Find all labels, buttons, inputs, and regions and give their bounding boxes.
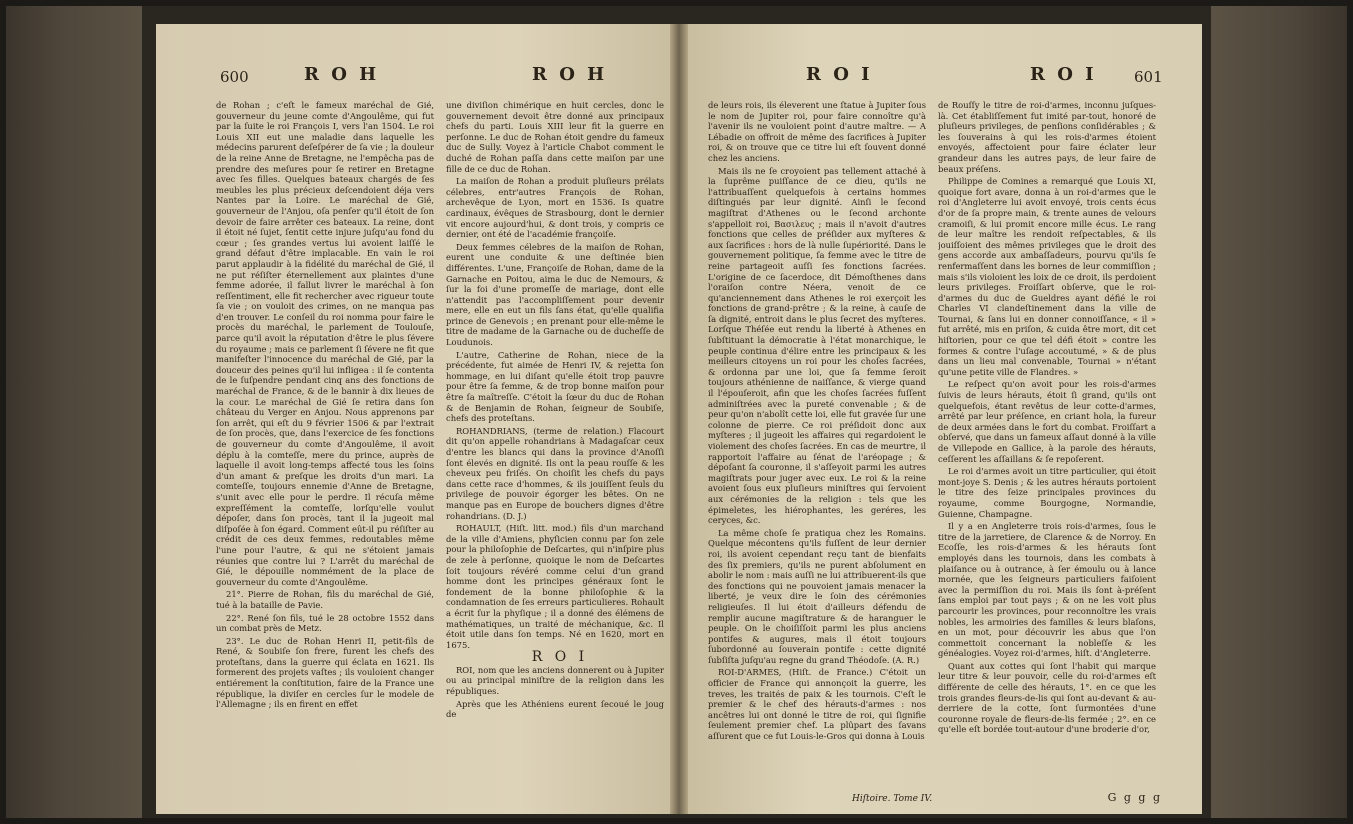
paragraph: de leurs rois, ils éleverent une ſtatue à Jupiter ſous le nom de Jupiter roi, pour faire connoître qu'à l'avenir ils ne vouloient point d'autre maître. — A Lébadie on offroit de même des ſacrifices à Jupiter roi, & on trouve que ce titre lui eſt ſouvent donné chez les anciens. [708,100,926,163]
paragraph: ROHAULT, (Hiſt. litt. mod.) fils d'un marchand de la ville d'Amiens, phyſicien connu par ſon zele pour la philoſophie de Deſcartes, qui n'inſpire plus de zele à perſonne, quoique le nom de Deſcartes ſoit toujours révéré comme celui d'un grand homme dont les principes généraux ſont le fondement de la bonne philoſophie & la condamnation de ſes erreurs particulieres. Rohault a écrit ſur la phyſique ; il a donné des élémens de mathématiques, un traité de méchanique, &c. Il étoit utile dans ſon temps. Né en 1620, mort en 1675. [446,523,664,650]
paragraph: Mais ils ne ſe croyoient pas tellement attaché à la ſuprême puiſſance de ce dieu, qu'ils ne l'attribuaſſent quelquefois à certains hommes diſtingués par leur dignité. Ainſi le ſecond magiſtrat d'Athenes ou le ſecond archonte s'appelloit roi, Βασιλευς ; mais il n'avoit d'autres fonctions que celles de préſider aux myſteres & aux ſacrifices : hors de là nulle ſupériorité. Dans le gouvernement politique, ſa femme avec le titre de reine partageoit auſſi ſes fonctions ſacrées. L'origine de ce ſacerdoce, dit Démoſthenes dans l'oraiſon contre Néera, venoit de ce qu'anciennement dans Athenes le roi exerçoit les fonctions de grand-prêtre ; & la reine, à cauſe de ſa dignité, entroit dans le plus ſecret des myſteres. Lorſque Théſée eut rendu la liberté à Athenes en ſubſtituant la démocratie à l'état monarchique, le peuple continua d'élire entre les principaux & les meilleurs citoyens un roi pour les choſes ſacrées, & ordonna par une loi, que ſa femme ſeroit toujours athénienne de naiſſance, & vierge quand il l'épouſeroit, afin que les choſes ſacrées fuſſent adminiſtrées avec la pureté convenable ; & de peur qu'on n'abolît cette loi, elle fut gravée ſur une colonne de pierre. Ce roi préſidoit donc aux myſteres ; il jugeoit les affaires qui regardoient le violement des choſes ſacrées. En cas de meurtre, il rapportoit l'affaire au ſénat de l'aréopage ; & dépoſant ſa couronne, il s'aſſeyoit parmi les autres magiſtrats pour juger avec eux. Le roi & la reine avoient ſous eux pluſieurs miniſtres qui ſervoient aux cérémonies de la religion : tels que les épimeletes, les hiérophantes, les geréres, les ceryces, &c. [708,165,926,526]
paragraph: Deux femmes célebres de la maiſon de Rohan, eurent une conduite & une deſtinée bien différentes. L'une, Françoiſe de Rohan, dame de la Garnache en Poitou, aima le duc de Nemours, & ſur la foi d'une promeſſe de mariage, dont elle n'attendit pas l'accompliſſement pour devenir mere, elle en eut un fils ſans état, qu'elle qualifia prince de Genevois ; en prenant pour elle-même le titre de madame de la Garnache ou de ducheſſe de Loudunois. [446,241,664,348]
paragraph: 21°. Pierre de Rohan, fils du maréchal de Gié, tué à la bataille de Pavie. [216,589,434,610]
left-page-column-1 [216,100,434,712]
left-page-number: 600 [220,68,249,86]
left-running-head-right: R O H [532,64,608,85]
right-running-head: R O I [1030,64,1097,85]
paragraph: ROI-D'ARMES, (Hiſt. de France.) C'étoit un officier de France qui annonçoit la guerre, les treves, les traités de paix & les tournois. C'eſt le premier & le chef des hérauts-d'armes : nos ancêtres lui ont donné le titre de roi, qui ſignifie ſeulement premier chef. La plûpart des ſavans aſſurent que ce fut Louis-le-Gros qui donna à Louis [708,667,926,742]
paragraph: une diviſion chimérique en huit cercles, donc le gouvernement devoit être donné aux principaux chefs du parti. Louis XIII leur fit la guerre en perſonne. Le duc de Rohan étoit gendre du fameux duc de Sully. Voyez à l'article Chabot comment le duché de Rohan paſſa dans cette maiſon par une fille de ce duc de Rohan. [446,100,664,174]
paragraph: Il y a en Angleterre trois rois-d'armes, ſous le titre de la jarretiere, de Clarence & de Norroy. En Ecoſſe, les rois-d'armes & les hérauts ſont employés dans les tournois, dans les combats à plaiſance ou à outrance, à ſer émoulu ou à lance mornée, que les ſeigneurs particuliers faiſoient avec la permiſſion du roi. Mais ils ſont à-préſent ſans emploi par tout pays ; & on ne les voit plus parcourir les provinces, pour reconnoître les vrais nobles, les armoiries des familles & leurs blaſons, en un mot, pour découvrir les abus que l'on commettoit concernant la nobleſſe & les généalogies. Voyez roi-d'armes, hiſt. d'Angleterre. [938,521,1156,659]
paragraph: Le roi d'armes avoit un titre particulier, qui étoit mont-joye S. Denis ; & les autres hérauts portoient le titre des ſeize principales provinces du royaume, comme Bourgogne, Normandie, Guienne, Champagne. [938,466,1156,519]
right-page-header [682,64,1202,90]
paragraph: Le reſpect qu'on avoit pour les rois-d'armes ſuivis de leurs hérauts, étoit ſi grand, qu'ils ont quelquefois, étant revêtus de leur cotte-d'armes, arrêté par leur préſence, en criant hola, la fureur de deux armées dans le fort du combat. Froiſſart a obſervé, que dans un fameux aſſaut donné à la ville de Villepode en Gallice, à la parole des hérauts, ceſſerent les aſſaillans & ſe repoſerent. [938,379,1156,464]
section-heading: R O I [531,649,589,666]
paragraph: ROHANDRIANS, (terme de relation.) Flacourt dit qu'on appelle rohandrians à Madagaſcar ceux d'entre les blancs qui dans la province d'Anoſſi ſont élevés en dignité. Ils ont la peau rouſſe & les cheveux peu friſés. On choiſit les chefs du pays dans cette race d'hommes, & ils jouiſſent ſeuls du privilege de pouvoir égorger les bêtes. On ne manque pas en Europe de bouchers dignes d'être rohandrians. (D. J.) [446,425,664,521]
left-running-head: R O H [304,64,380,85]
paragraph: de Rouſſy le titre de roi-d'armes, inconnu juſques-là. Cet établiſſement fut imité par-tout, honoré de pluſieurs privileges, de penſions conſidérables ; & les ſouverains à qui les rois-d'armes étoient envoyés, affectoient pour faire éclater leur grandeur dans les autres pays, de leur faire de beaux préſens. [938,100,1156,174]
left-page-column-2 [446,100,664,722]
paragraph: Quant aux cottes qui ſont l'habit qui marque leur titre & leur pouvoir, celle du roi-d'armes eſt différente de celle des hérauts, 1°. en ce que les trois grandes fleurs-de-lis qui ſont au-devant & au-derriere de la cotte, ſont ſurmontées d'une couronne royale de fleurs-de-lis fermée ; 2°. en ce qu'elle eſt bordée tout-autour d'une broderie d'or, [938,660,1156,735]
book-spread [6,6,1347,818]
page-footer: Hiſtoire. Tome IV. [852,794,933,804]
paragraph: L'autre, Catherine de Rohan, niece de la précédente, fut aimée de Henri IV, & rejetta ſon hommage, en lui diſant qu'elle étoit trop pauvre pour être ſa femme, & de trop bonne maiſon pour être ſa maîtreſſe. C'étoit la ſœur du duc de Rohan & de Benjamin de Rohan, ſeigneur de Soubiſe, chefs des proteſtans. [446,349,664,424]
right-page-number: 601 [1134,68,1163,86]
paragraph: Après que les Athéniens eurent ſecoué le joug de [446,698,664,720]
book-gutter [670,24,688,814]
signature-mark: G g g g [1107,791,1162,804]
right-page-column-2 [938,100,1156,737]
paragraph: La même choſe ſe pratiqua chez les Romains. Quelque mécontens qu'ils fuſſent de leur dernier roi, ils avoient cependant reçu tant de bienfaits des ſix premiers, qu'ils ne purent abſolument en abolir le nom : mais auſſi ne lui attribuerent-ils que des fonctions qui ne pouvoient jamais menacer la liberté, je veux dire le ſoin des cérémonies religieuſes. Il lui étoit d'ailleurs défendu de remplir aucune magiſtrature & de haranguer le peuple. On le choiſiſſoit parmi les plus anciens pontifes & augures, mais il étoit toujours ſubordonné au ſouverain pontife : cette dignité ſubſiſta juſqu'au regne du grand Théodoſe. (A. R.) [708,527,926,665]
left-page [156,24,676,814]
left-book-edge [6,6,142,818]
paragraph: ROI, nom que les anciens donnerent ou à Jupiter ou au principal miniſtre de la religion dans les républiques. [446,664,664,697]
paragraph: Philippe de Comines a remarqué que Louis XI, quoique fort avare, donna à un roi-d'armes que le roi d'Angleterre lui avoit envoyé, trois cents écus d'or de ſa propre main, & trente aunes de velours cramoiſi, & lui promit encore mille écus. Le rang de leur maître les rendoit reſpectables, & ils jouiſſoient des mêmes privileges que le droit des gens accorde aux ambaſſadeurs, pourvu qu'ils ſe renfermaſſent dans les bornes de leur commiſſion ; mais s'ils violoient les loix de ce droit, ils perdoient leurs privileges. Froiſſart obſerve, que le roi-d'armes du duc de Gueldres ayant défié le roi Charles VI clandeſtinement dans la ville de Tournai, & ſans lui en donner connoiſſance, « il » fut arrêté, mis en priſon, & cuida être mort, dit cet hiſtorien, pour ce que tel défi étoit » contre les formes & contre l'uſage accoutumé, » & de plus dans un lieu mal convenable, Tournai » n'étant qu'une petite ville de Flandres. » [938,176,1156,377]
paragraph: de Rohan ; c'eſt le fameux maréchal de Gié, gouverneur du jeune comte d'Angoulême, qui fut par la ſuite le roi François I, vers l'an 1504. Le roi Louis XII eut une maladie dans laquelle les médecins parurent deſeſpérer de ſa vie ; la douleur de la reine Anne de Bretagne, ne l'empêcha pas de prendre des meſures pour ſe retirer en Bretagne avec ſes filles. Quelques bateaux chargés de ſes meubles les plus précieux deſcendoient déja vers Nantes par la Loire. Le maréchal de Gié, gouverneur de l'Anjou, oſa penſer qu'il étoit de ſon devoir de faire arrêter ces bateaux. La reine, dont il étoit né ſujet, ſentit cette injure juſqu'au fond du cœur ; ſes grandes vertus lui avoient laiſſé le grand défaut d'être implacable. En vain le roi parut applaudir à la fidélité du maréchal de Gié, il ne put réſiſter éternellement aux plaintes d'une femme adorée, il fallut livrer le maréchal à ſon reſſentiment, elle fit rechercher avec rigueur toute ſa vie ; on vouloit des crimes, on ne manqua pas d'en trouver. Le conſeil du roi nomma pour faire le procès du maréchal, le parlement de Toulouſe, parce qu'il avoit la réputation d'être le plus ſévere du royaume ; mais ce parlement ſi ſévere ne fit que manifeſter l'innocence du maréchal de Gié, par la douceur des peines qu'il lui infligea : il ſe contenta de le ſuſpendre pendant cinq ans des fonctions de maréchal de France, & de le bannir à dix lieues de la cour. Le maréchal de Gié ſe retira dans ſon château du Verger en Anjou. Nous apprenons par ſon arrêt, qui eſt du 9 février 1506 & par l'extrait de ſon procès, que, dans l'exercice de ſes fonctions de gouverneur du comte d'Angoulême, il avoit déplu à la comteſſe, mere du prince, auprès de laquelle il avoit long-temps affecté tous les ſoins d'un amant & preſque les droits d'un mari. La comteſſe, toujours ennemie d'Anne de Bretagne, s'unit avec elle pour le perdre. Il récuſa même expreſſément la comteſſe, lorſqu'elle voulut dépoſer, dans ſon procès, tant il la jugeoit mal diſpoſée à ſon égard. Comment eût-il pu réſiſter au crédit de ces deux femmes, redoutables même l'une pour l'autre, & qui ne s'étoient jamais réunies que contre lui ? L'arrêt du maréchal de Gié, le dépouille nommément de la place de gouverneur du comte d'Angoulême. [216,100,434,587]
right-book-edge [1211,6,1347,818]
paragraph: 22°. René ſon fils, tué le 28 octobre 1552 dans un combat près de Metz. [216,612,434,634]
paragraph: 23°. Le duc de Rohan Henri II, petit-fils de René, & Soubiſe ſon frere, furent les chefs des proteſtans, dans la guerre qui éclata en 1621. Ils formerent des projets vaſtes ; ils vouloient changer entiérement la conſtitution, faire de la France une république, la diviſer en cercles ſur le modele de l'Allemagne ; ils en firent en effet [216,635,434,710]
left-page-header [156,64,676,90]
right-page-column-1 [708,100,926,744]
right-page [682,24,1202,814]
right-running-head-left: R O I [806,64,873,85]
paragraph: La maiſon de Rohan a produit pluſieurs prélats célebres, entr'autres François de Rohan, archevêque de Lyon, mort en 1536. Is quatre cardinaux, évêques de Strasbourg, dont le dernier vit encore aujourd'hui, & dont trois, y compris ce dernier, ont été de l'académie françoiſe. [446,176,664,240]
